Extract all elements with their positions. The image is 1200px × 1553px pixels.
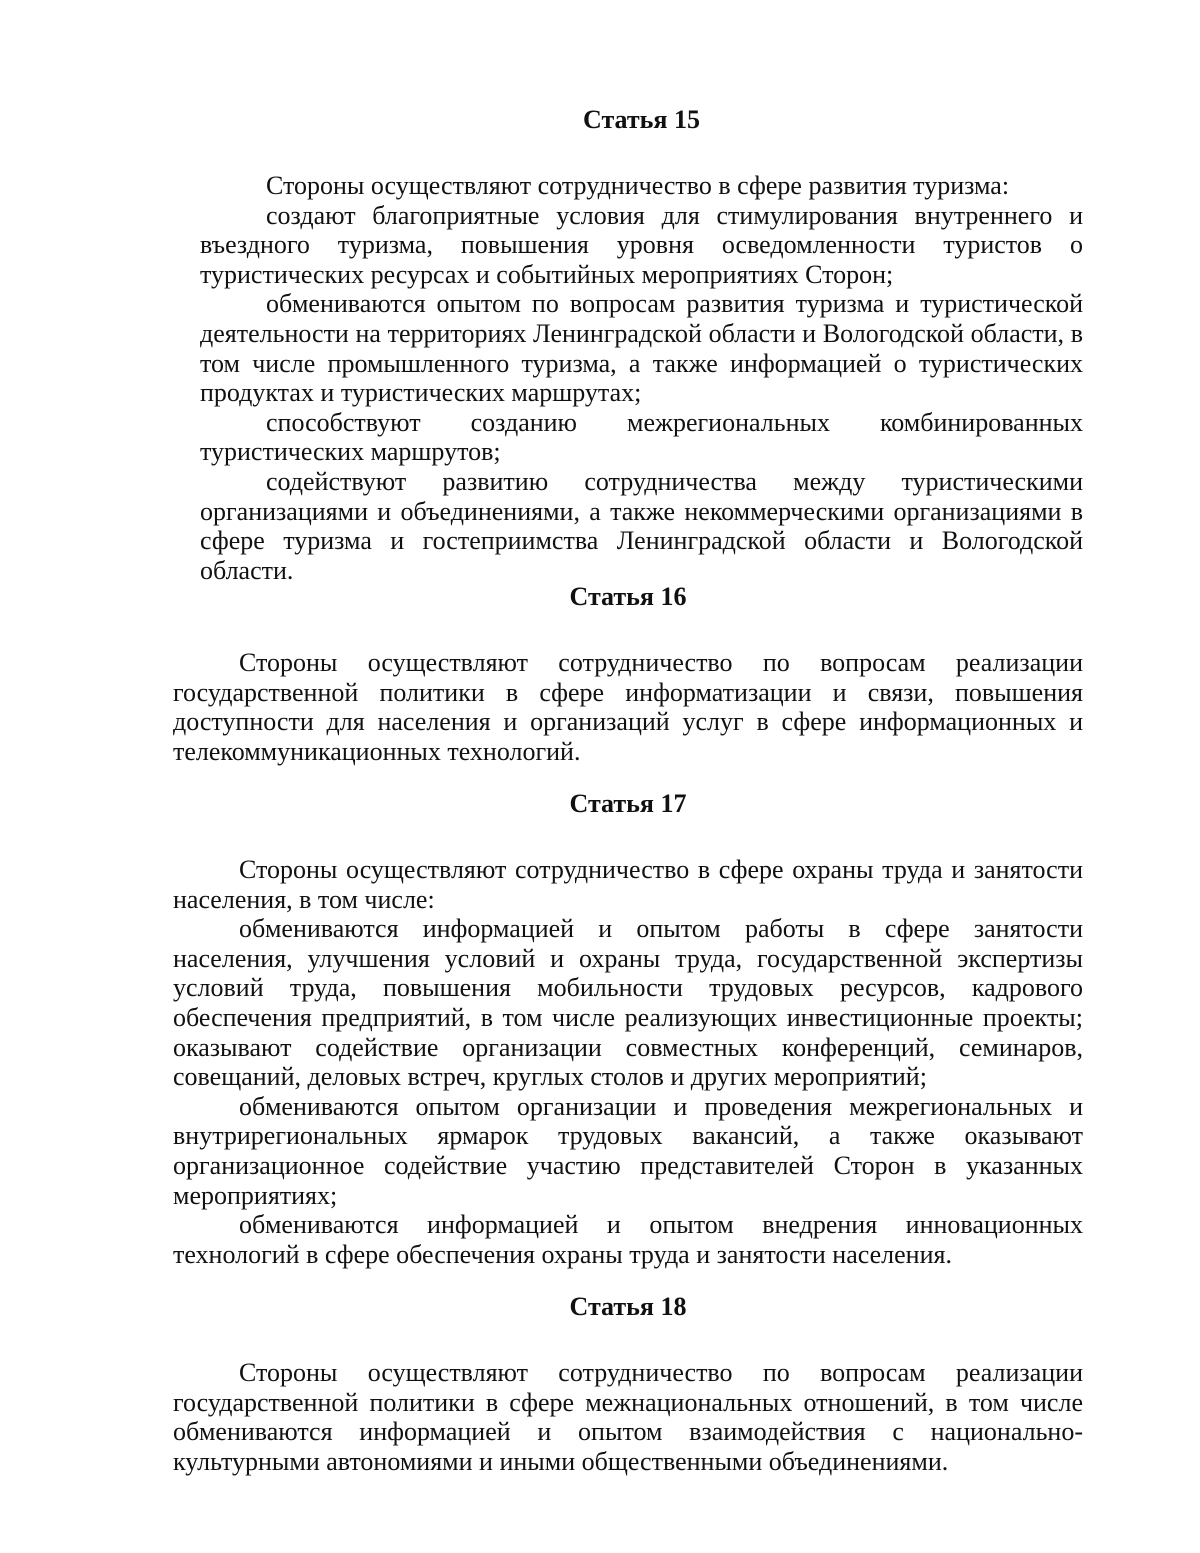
article-15 xyxy=(200,105,1083,585)
article-heading: Статья 15 xyxy=(583,105,700,134)
article-16 xyxy=(173,582,1083,766)
article-paragraph: обмениваются информацией и опытом внедрения инновационных технологий в сфере обеспечения охраны труда и занятости населения. xyxy=(173,1210,1083,1269)
article-paragraph: Стороны осуществляют сотрудничество по вопросам реализации государственной политики в сфере информатизации и связи, повышения доступности для населения и организаций услуг в сфере информационных и телекоммуникационных технологий. xyxy=(173,648,1083,766)
article-paragraph: Стороны осуществляют сотрудничество по вопросам реализации государственной политики в сфере межнациональных отношений, в том числе обмениваются информацией и опытом взаимодействия с национально-культурными автономиями и иными общественными объединениями. xyxy=(173,1358,1083,1476)
article-paragraph: содействуют развитию сотрудничества между туристическими организациями и объединениями, а также некоммерческими организациями в сфере туризма и гостеприимства Ленинградской области и Вологодской области. xyxy=(200,466,1083,585)
article-paragraph: Стороны осуществляют сотрудничество в сфере развития туризма: xyxy=(266,171,1010,200)
article-paragraph: обмениваются опытом организации и проведения межрегиональных и внутрирегиональных ярмарок трудовых вакансий, а также оказывают организационное содействие участию представителей Сторон в указанных мероприятиях; xyxy=(173,1091,1083,1210)
article-paragraph: обмениваются информацией и опытом работы в сфере занятости населения, улучшения условий и охраны труда, государственной экспертизы условий труда, повышения мобильности трудовых ресурсов, кадрового обеспечения предприятий, в том числе реализующих инвестиционные проекты; оказывают содействие организации совместных конференций, семинаров, совещаний, деловых встреч, круглых столов и других мероприятий; xyxy=(173,914,1083,1092)
article-heading: Статья 17 xyxy=(569,789,687,818)
article-17 xyxy=(173,789,1083,1269)
article-paragraph: создают благоприятные условия для стимулирования внутреннего и въездного туризма, повышения уровня осведомленности туристов о туристических ресурсах и событийных мероприятиях Сторон; xyxy=(200,200,1083,289)
article-paragraph: способствуют созданию межрегиональных комбинированных туристических маршрутов; xyxy=(200,407,1083,467)
article-18 xyxy=(173,1292,1083,1476)
article-paragraph: обмениваются опытом по вопросам развития туризма и туристической деятельности на территориях Ленинградской области и Вологодской области, в том числе промышленного туризма, а также информацией о туристических продуктах и туристических маршрутах; xyxy=(200,289,1083,408)
article-paragraph: Стороны осуществляют сотрудничество в сфере охраны труда и занятости населения, в том числе: xyxy=(173,855,1083,914)
article-heading: Статья 16 xyxy=(569,582,687,611)
article-heading: Статья 18 xyxy=(569,1292,687,1321)
